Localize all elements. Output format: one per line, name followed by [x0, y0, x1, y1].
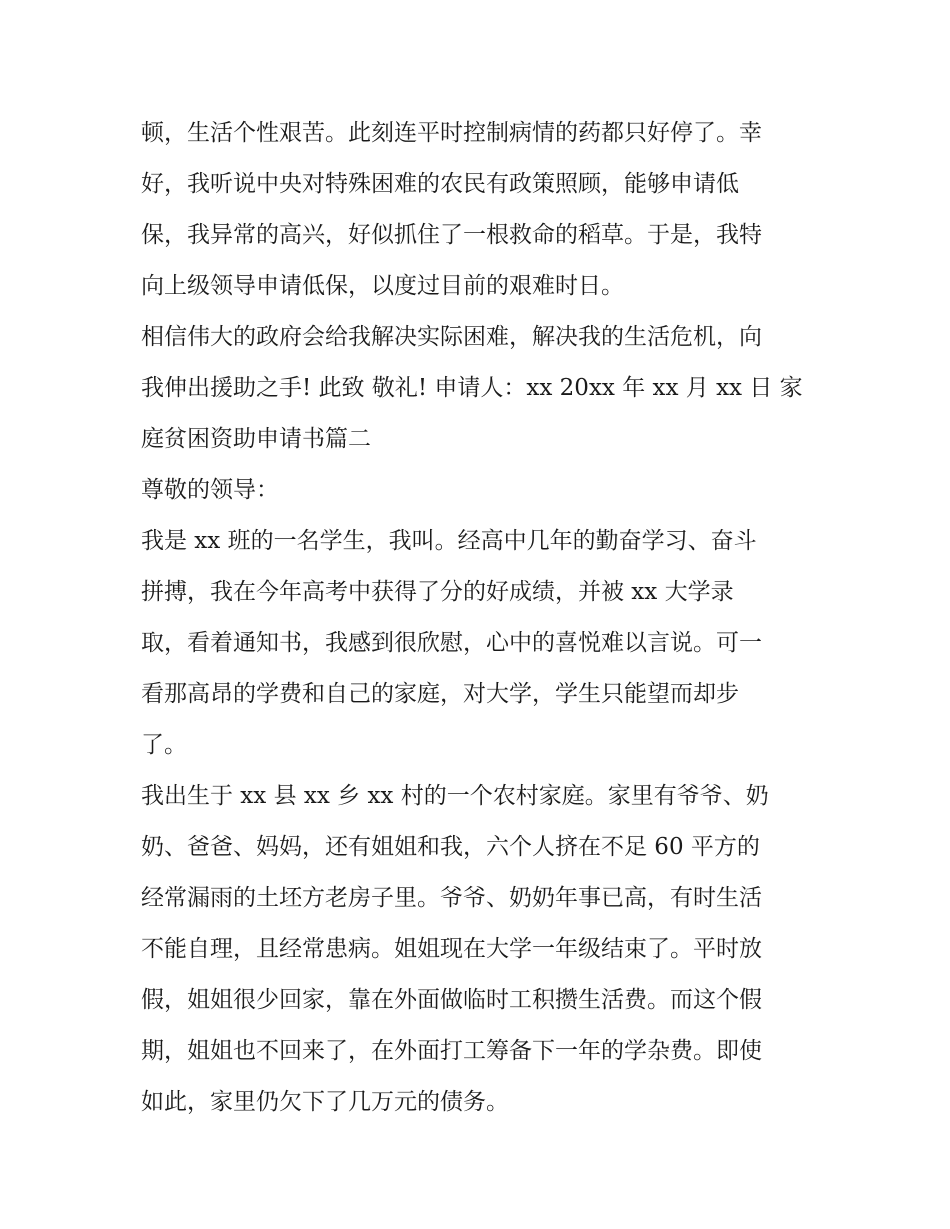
- text-line: 相信伟大的政府会给我解决实际困难，解决我的生活危机，向: [141, 324, 762, 350]
- text-line: 如此，家里仍欠下了几万元的债务。: [141, 1089, 509, 1115]
- text-line: 向上级领导申请低保，以度过目前的艰难时日。: [141, 273, 624, 299]
- text-line: 我伸出援助之手! 此致 敬礼! 申请人：xx 20xx 年 xx 月 xx 日 家: [141, 375, 803, 401]
- text-line: 取，看着通知书，我感到很欣慰，心中的喜悦难以言说。可一: [141, 630, 762, 656]
- text-line: 了。: [141, 732, 187, 758]
- text-line: 看那高昂的学费和自己的家庭，对大学，学生只能望而却步: [141, 681, 739, 707]
- text-line: 期，姐姐也不回来了，在外面打工筹备下一年的学杂费。即使: [141, 1038, 762, 1064]
- text-line: 我是 xx 班的一名学生，我叫。经高中几年的勤奋学习、奋斗: [141, 528, 757, 554]
- section-title: 庭贫困资助申请书篇二: [141, 426, 371, 452]
- text-line: 好，我听说中央对特殊困难的农民有政策照顾，能够申请低: [141, 171, 739, 197]
- document-body: [141, 108, 821, 1128]
- salutation: 尊敬的领导：: [141, 477, 279, 503]
- text-line: 保，我异常的高兴，好似抓住了一根救命的稻草。于是，我特: [141, 222, 762, 248]
- text-line: 经常漏雨的土坯方老房子里。爷爷、奶奶年事已高，有时生活: [141, 885, 762, 911]
- text-line: 拼搏，我在今年高考中获得了分的好成绩，并被 xx 大学录: [141, 579, 734, 605]
- text-line: 奶、爸爸、妈妈，还有姐姐和我，六个人挤在不足 60 平方的: [141, 834, 760, 860]
- text-line: 顿，生活个性艰苦。此刻连平时控制病情的药都只好停了。幸: [141, 120, 762, 146]
- text-line: 我出生于 xx 县 xx 乡 xx 村的一个农村家庭。家里有爷爷、奶: [141, 783, 769, 809]
- text-line: 假，姐姐很少回家，靠在外面做临时工积攒生活费。而这个假: [141, 987, 762, 1013]
- text-line: 不能自理，且经常患病。姐姐现在大学一年级结束了。平时放: [141, 936, 762, 962]
